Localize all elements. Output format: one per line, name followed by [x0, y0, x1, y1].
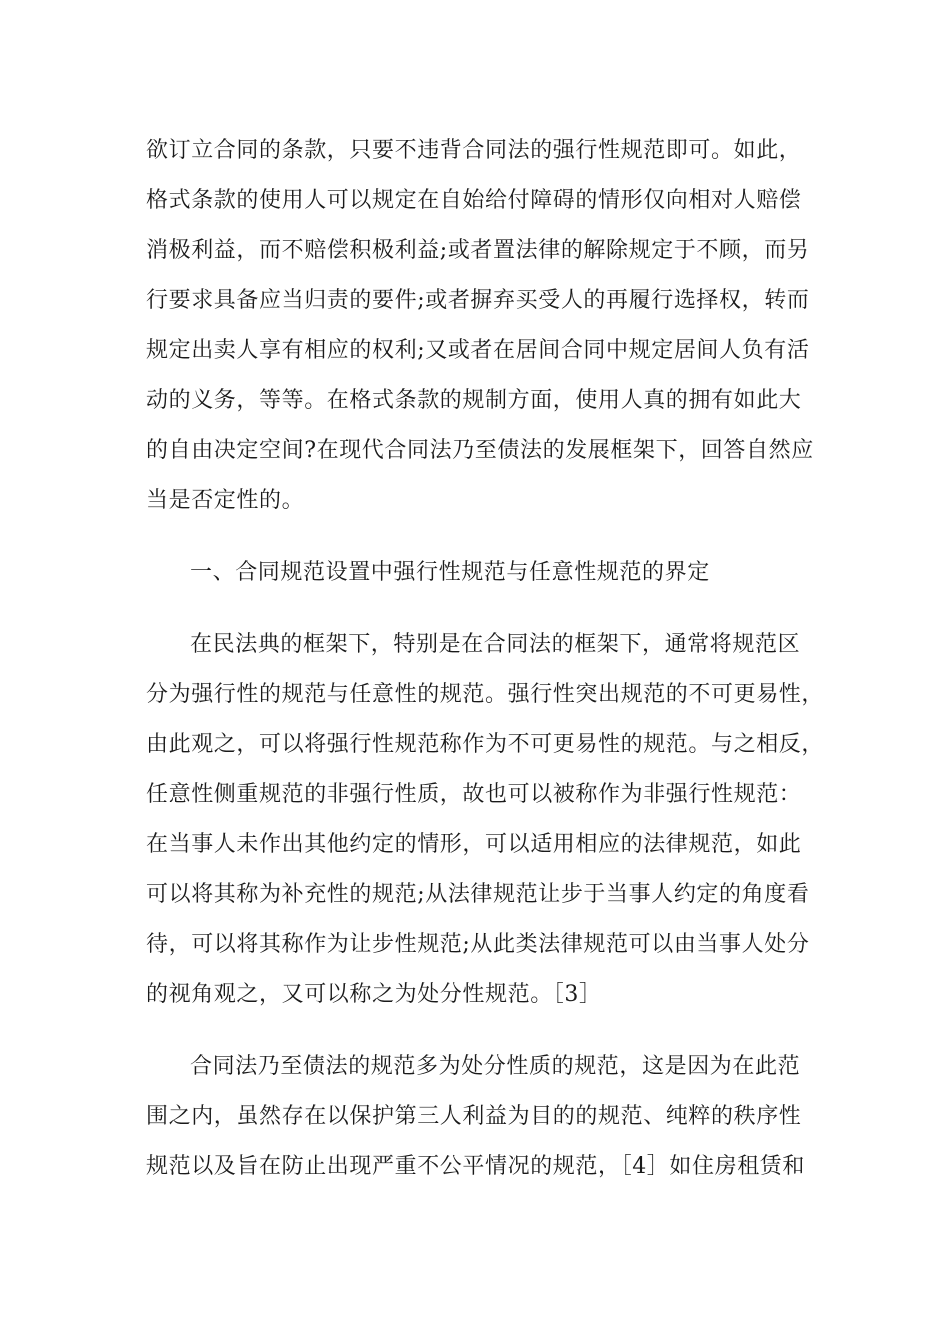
text-line: 在当事人未作出其他约定的情形，可以适用相应的法律规范，如此 — [146, 832, 802, 857]
text-line: 的自由决定空间?在现代合同法乃至债法的发展框架下，回答自然应 — [146, 438, 814, 463]
text-line: 行要求具备应当归责的要件;或者摒弃买受人的再履行选择权，转而 — [146, 288, 810, 313]
text-line: 任意性侧重规范的非强行性质，故也可以被称作为非强行性规范： — [146, 782, 802, 807]
text-line: 格式条款的使用人可以规定在自始给付障碍的情形仅向相对人赔偿 — [146, 188, 802, 213]
text-line: 动的义务，等等。在格式条款的规制方面，使用人真的拥有如此大 — [146, 388, 802, 413]
text-line: 分为强行性的规范与任意性的规范。强行性突出规范的不可更易性， — [146, 682, 825, 707]
text-line: 合同法乃至债法的规范多为处分性质的规范，这是因为在此范 — [190, 1054, 801, 1079]
text-line: 围之内，虽然存在以保护第三人利益为目的的规范、纯粹的秩序性 — [146, 1104, 802, 1129]
text-line: 由此观之，可以将强行性规范称作为不可更易性的规范。与之相反， — [146, 732, 825, 757]
text-line: 欲订立合同的条款，只要不违背合同法的强行性规范即可。如此， — [146, 138, 802, 163]
text-line: 规定出卖人享有相应的权利;又或者在居间合同中规定居间人负有活 — [146, 338, 810, 363]
text-line: 当是否定性的。 — [146, 488, 305, 513]
section-heading: 一、合同规范设置中强行性规范与任意性规范的界定 — [190, 560, 710, 585]
text-line: 在民法典的框架下，特别是在合同法的框架下，通常将规范区 — [190, 632, 801, 657]
text-line: 消极利益，而不赔偿积极利益;或者置法律的解除规定于不顾，而另 — [146, 238, 810, 263]
text-line: 的视角观之，又可以称之为处分性规范。［3］ — [146, 982, 602, 1007]
text-line: 规范以及旨在防止出现严重不公平情况的规范，［4］如住房租赁和 — [146, 1154, 805, 1179]
text-line: 可以将其称为补充性的规范;从法律规范让步于当事人约定的角度看 — [146, 882, 810, 907]
text-line: 待，可以将其称作为让步性规范;从此类法律规范可以由当事人处分 — [146, 932, 810, 957]
